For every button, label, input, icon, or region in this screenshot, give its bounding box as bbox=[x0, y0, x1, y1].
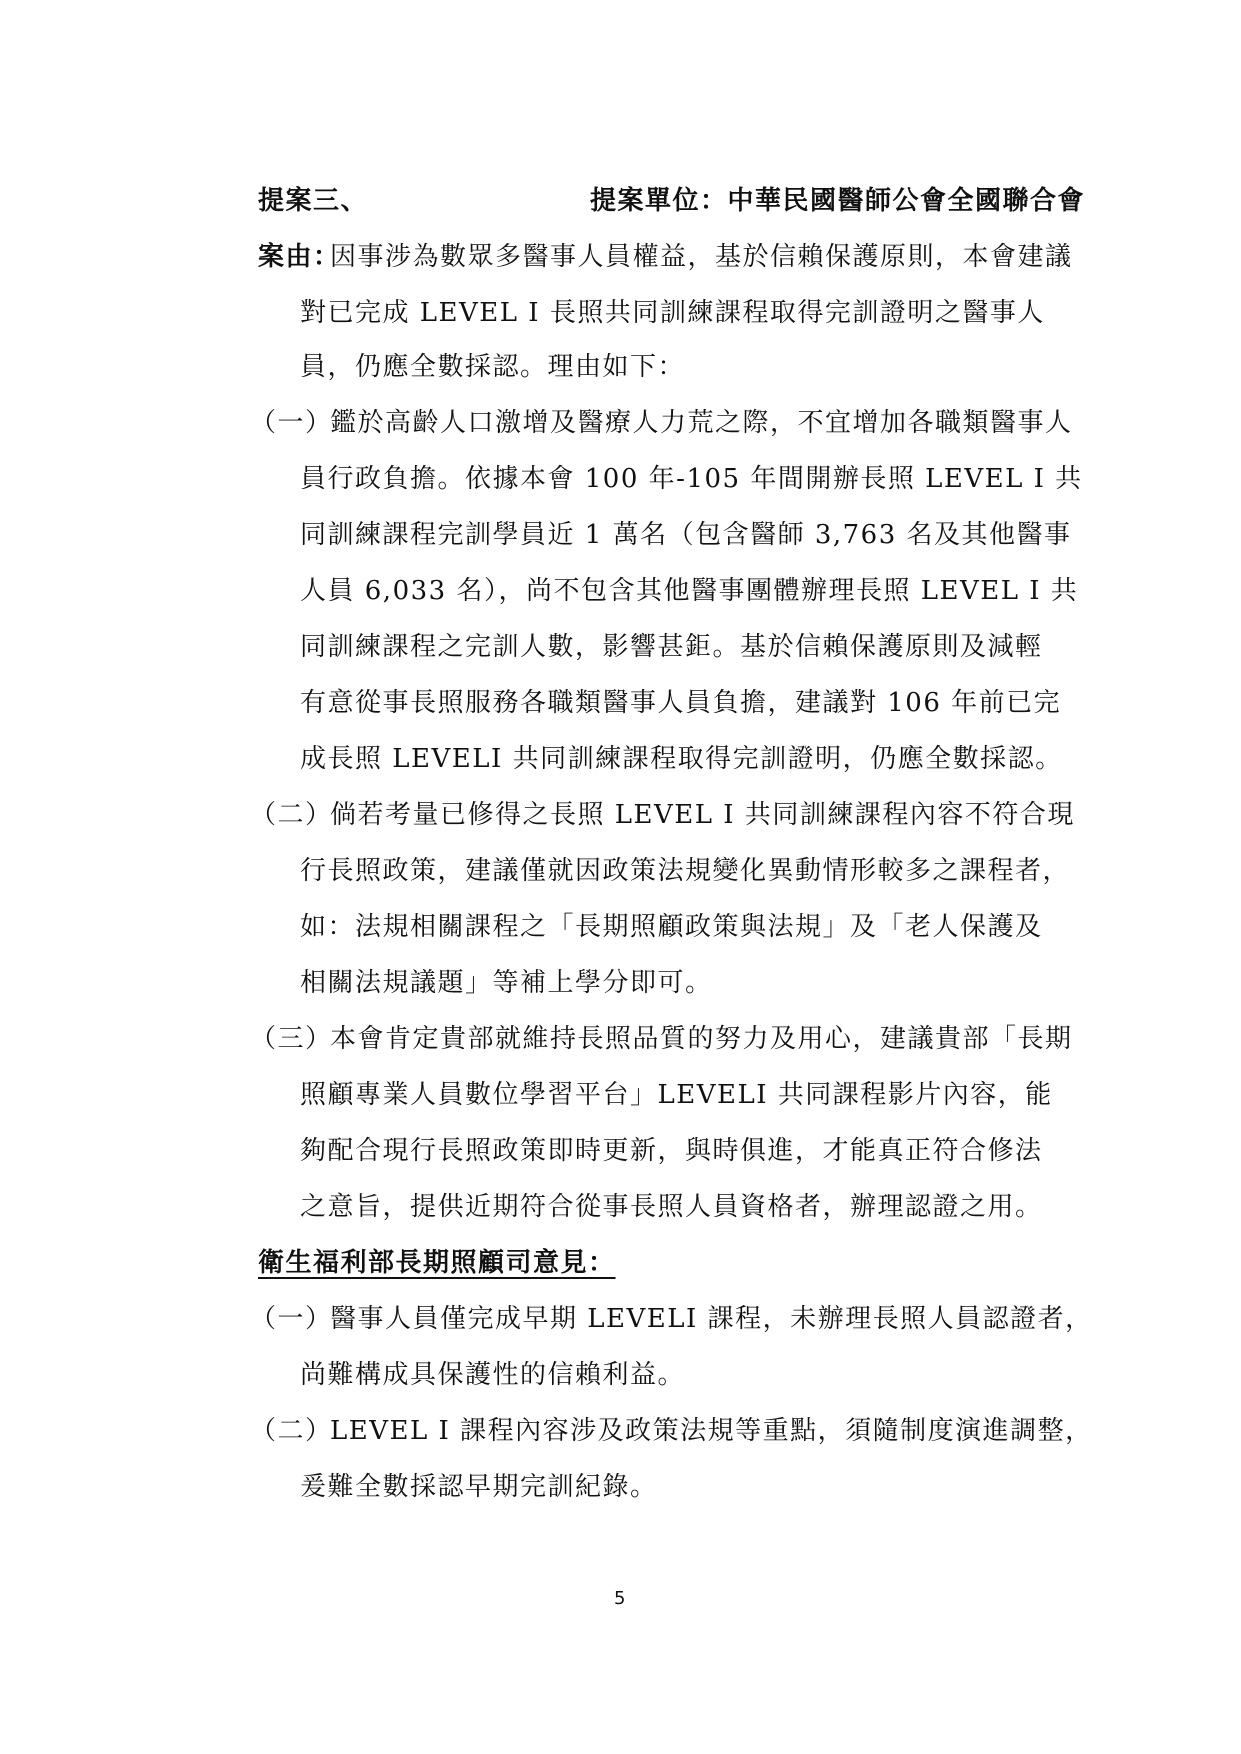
opinion-item-line: 醫事人員僅完成早期 LEVELI 課程，未辦理長照人員認證者， bbox=[330, 1304, 1093, 1334]
reason-line: 對已完成 LEVEL I 長照共同訓練課程取得完訓證明之醫事人 bbox=[300, 298, 1045, 328]
item-line: 之意旨，提供近期符合從事長照人員資格者，辦理認證之用。 bbox=[300, 1192, 1043, 1222]
item-line: 相關法規議題」等補上學分即可。 bbox=[300, 968, 713, 998]
item-number: （一） bbox=[250, 408, 333, 438]
opinion-item-number: （二） bbox=[250, 1416, 333, 1446]
reason-label: 案由： bbox=[258, 242, 341, 272]
item-number: （三） bbox=[250, 1024, 333, 1054]
opinion-item-number: （一） bbox=[250, 1304, 333, 1334]
item-line: 成長照 LEVELI 共同訓練課程取得完訓證明，仍應全數採認。 bbox=[300, 744, 1063, 774]
item-number: （二） bbox=[250, 800, 333, 830]
item-line: 如：法規相關課程之「長期照顧政策與法規」及「老人保護及 bbox=[300, 912, 1043, 942]
item-line: 同訓練課程之完訓人數，影響甚鉅。基於信賴保護原則及減輕 bbox=[300, 632, 1043, 662]
page-number: 5 bbox=[614, 1588, 626, 1609]
reason-line: 因事涉為數眾多醫事人員權益，基於信賴保護原則，本會建議 bbox=[330, 242, 1073, 272]
item-line: 行長照政策，建議僅就因政策法規變化異動情形較多之課程者， bbox=[300, 856, 1071, 886]
opinion-title: 衛生福利部長期照顧司意見： bbox=[258, 1248, 616, 1278]
item-line: 夠配合現行長照政策即時更新，與時俱進，才能真正符合修法 bbox=[300, 1136, 1043, 1166]
opinion-item-line: 尚難構成具保護性的信賴利益。 bbox=[300, 1360, 686, 1390]
proposal-number: 提案三、 bbox=[258, 186, 369, 216]
opinion-item-line: 爰難全數採認早期完訓紀錄。 bbox=[300, 1472, 658, 1502]
item-line: 人員 6,033 名），尚不包含其他醫事團體辦理長照 LEVEL I 共 bbox=[300, 576, 1079, 606]
item-line: 有意從事長照服務各職類醫事人員負擔，建議對 106 年前已完 bbox=[300, 688, 1062, 718]
item-line: 倘若考量已修得之長照 LEVEL I 共同訓練課程內容不符合現 bbox=[330, 800, 1075, 830]
item-line: 鑑於高齡人口激增及醫療人力荒之際，不宜增加各職類醫事人 bbox=[330, 408, 1073, 438]
item-line: 照顧專業人員數位學習平台」LEVELI 共同課程影片內容，能 bbox=[300, 1080, 1053, 1110]
item-line: 員行政負擔。依據本會 100 年-105 年間開辦長照 LEVEL I 共 bbox=[300, 464, 1083, 494]
opinion-item-line: LEVEL I 課程內容涉及政策法規等重點，須隨制度演進調整， bbox=[330, 1416, 1093, 1446]
item-line: 本會肯定貴部就維持長照品質的努力及用心，建議貴部「長期 bbox=[330, 1024, 1073, 1054]
item-line: 同訓練課程完訓學員近 1 萬名（包含醫師 3,763 名及其他醫事 bbox=[300, 520, 1072, 550]
reason-line: 員，仍應全數採認。理由如下： bbox=[300, 352, 686, 382]
proposer-unit: 提案單位：中華民國醫師公會全國聯合會 bbox=[590, 186, 1086, 216]
